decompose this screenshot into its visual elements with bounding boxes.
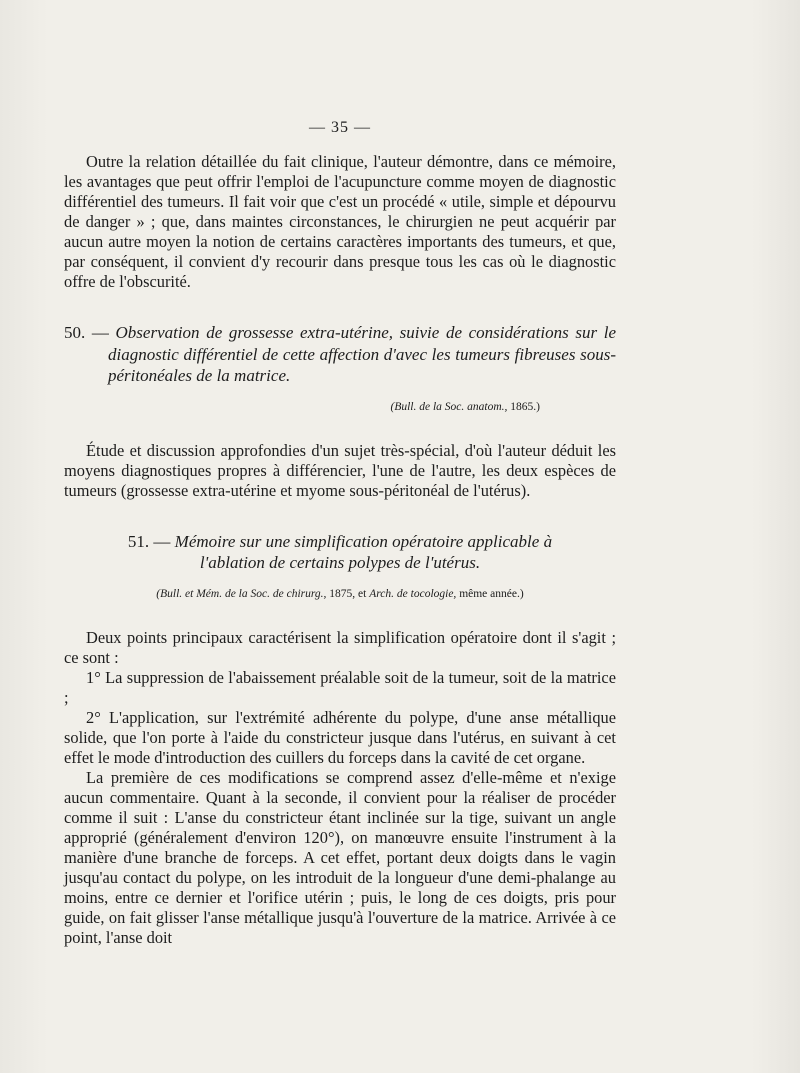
entry-51-source-d: même année.) — [456, 587, 524, 600]
entry-51-source-b: 1875, et — [326, 587, 370, 600]
entry-50-title: Observation de grossesse extra-utérine, suivie de considérations sur le diagnostic différentiel de cette affection d'avec les tumeurs fibreuses sous-péritonéales de la matrice. — [108, 323, 616, 385]
entry-50-source-year: 1865.) — [507, 400, 540, 413]
entry-51-source-c: Arch. de tocologie, — [369, 587, 457, 600]
entry-51-heading — [64, 531, 616, 574]
entry-51-source — [64, 584, 616, 604]
entry-50-paragraph: Étude et discussion approfondies d'un sujet très-spécial, d'où l'auteur déduit les moyens diagnostiques propres à différencier, l'une de l'autre, les deux espèces de tumeurs (grossesse extra-utérine et myome sous-péritonéal de l'utérus). — [64, 440, 616, 500]
entry-50-source — [64, 397, 616, 417]
entry-51-paragraph-1: Deux points principaux caractérisent la simplification opératoire dont il s'agit ; ce sont : — [64, 627, 616, 667]
entry-51-source-a: (Bull. et Mém. de la Soc. de chirurg., — [156, 587, 327, 600]
entry-51-dash: — — [149, 531, 175, 551]
entry-51-heading-line1 — [64, 531, 616, 553]
entry-51-paragraph-2: 1° La suppression de l'abaissement préalable soit de la tumeur, soit de la matrice ; — [64, 667, 616, 707]
entry-51-paragraph-4: La première de ces modifications se comprend assez d'elle-même et n'exige aucun commentaire. Quant à la seconde, il convient pour la réaliser de procéder comme il suit : L'anse du constricteur étant inclinée sur la tige, suivant un angle approprié (généralement d'environ 120°), on manœuvre ensuite l'instrument à la manière d'une branche de forceps. A cet effet, portant deux doigts dans le vagin jusqu'au contact du polype, on les introduit de la longueur d'une demi-phalange au moins, entre ce dernier et l'orifice utérin ; puis, le long de ces doigts, pris pour guide, on fait glisser l'anse métallique jusqu'à l'ouverture de la matrice. Arrivée à ce point, l'anse doit — [64, 767, 616, 947]
page-number: — 35 — — [309, 119, 371, 136]
entry-50-source-journal: (Bull. de la Soc. anatom., — [390, 400, 508, 413]
entry-51-title-line2: l'ablation de certains polypes de l'utérus. — [199, 553, 481, 572]
page-text — [64, 118, 616, 948]
entry-50-dash: — — [85, 323, 116, 342]
intro-paragraph: Outre la relation détaillée du fait clinique, l'auteur démontre, dans ce mémoire, les avantages que peut offrir l'emploi de l'acupuncture comme moyen de diagnostic différentiel des tumeurs. Il fait voir que c'est un procédé « utile, simple et dépourvu de danger » ; que, dans maintes circonstances, le chirurgien ne peut acquérir par aucun autre moyen la notion de certains caractères importants des tumeurs, et que, par conséquent, il convient d'y recourir dans presque tous les cas où le diagnostic offre de l'obscurité. — [64, 152, 616, 291]
entry-51-title-line1: Mémoire sur une simplification opératoire applicable à — [174, 531, 553, 551]
entry-51-paragraph-3: 2° L'application, sur l'extrémité adhérente du polype, d'une anse métallique solide, que l'on porte à l'aide du constricteur jusque dans l'utérus, en suivant à cet effet le mode d'introduction des cuillers du forceps dans la cavité de cet organe. — [64, 707, 616, 767]
entry-50-number: 50. — [64, 323, 86, 342]
entry-51-number: 51. — [127, 531, 150, 551]
entry-50-heading — [64, 322, 616, 387]
